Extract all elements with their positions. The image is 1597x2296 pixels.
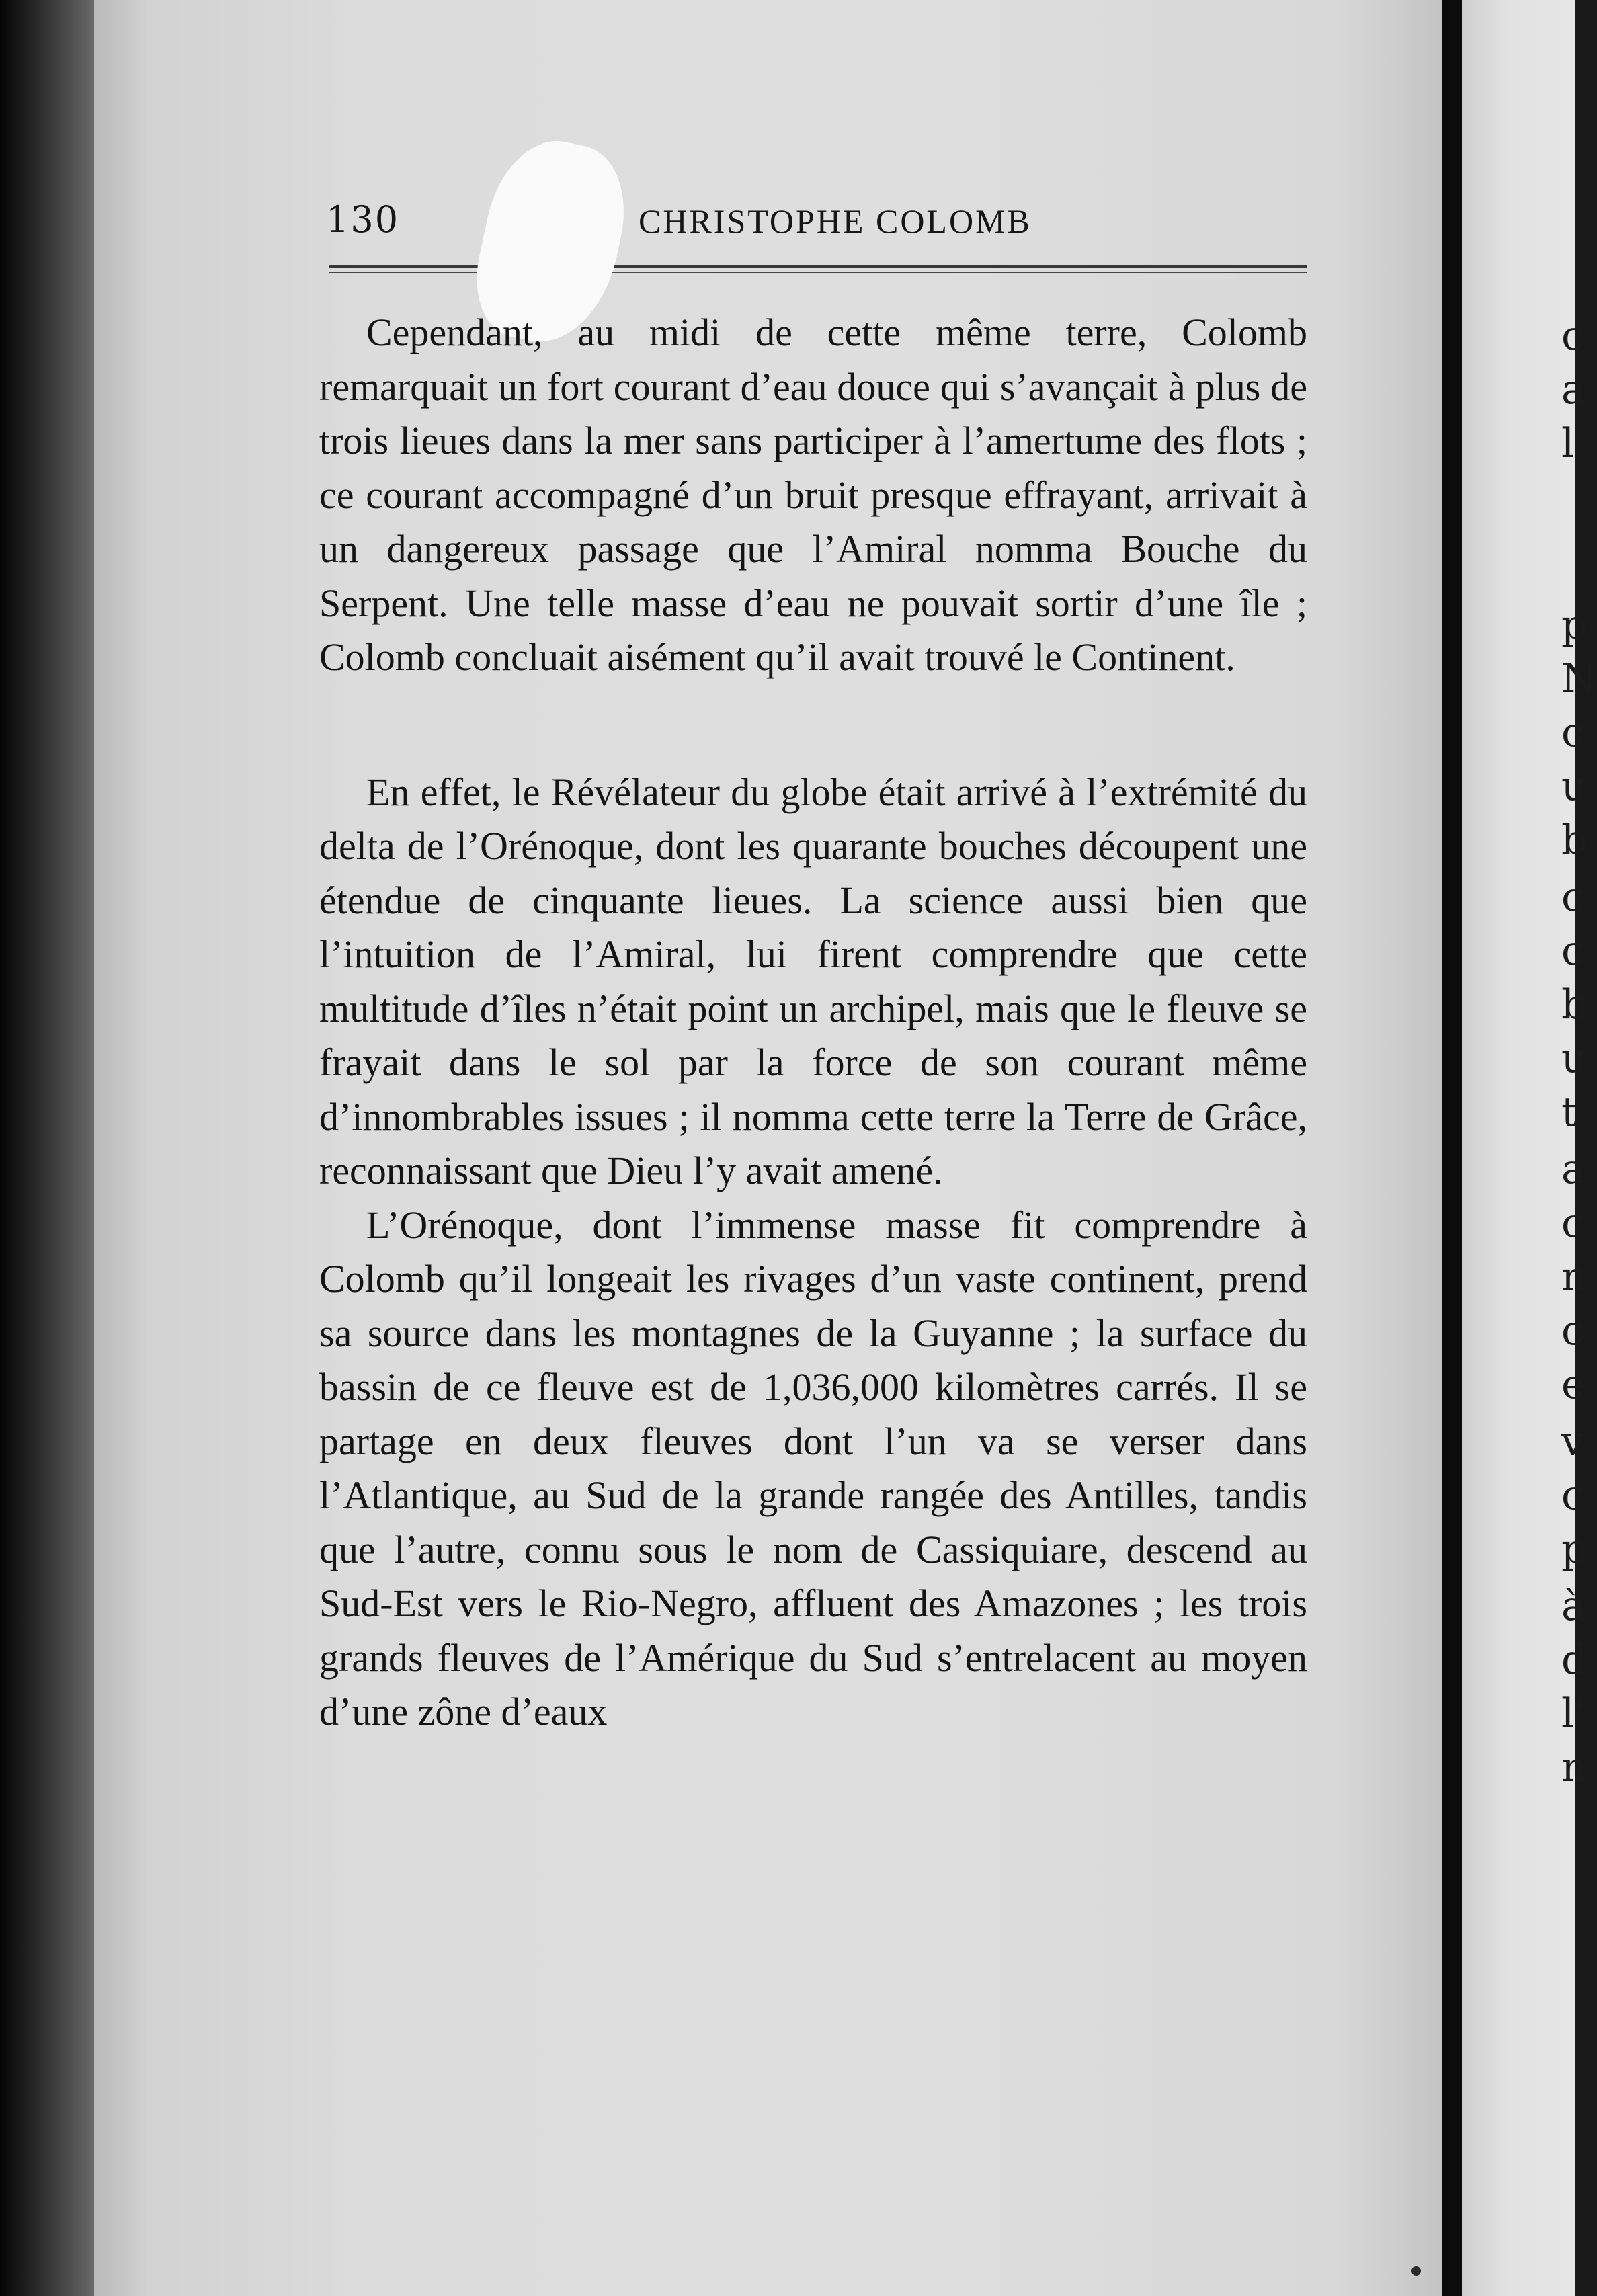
body-text bbox=[319, 306, 1307, 1739]
book-gutter bbox=[1442, 0, 1462, 2296]
facing-page-letter: l bbox=[1561, 420, 1575, 467]
running-head bbox=[326, 195, 1311, 255]
facing-page-letter: a bbox=[1561, 366, 1586, 413]
facing-page-letter: u bbox=[1561, 763, 1588, 810]
running-head-title: CHRISTOPHE COLOMB bbox=[639, 202, 1032, 240]
facing-page-letter: c bbox=[1561, 928, 1584, 975]
header-rule bbox=[329, 265, 1307, 273]
facing-page-letter: b bbox=[1561, 981, 1588, 1028]
facing-page-letter: c bbox=[1561, 1472, 1584, 1519]
facing-page-letter: p bbox=[1561, 602, 1588, 649]
facing-page-letter: u bbox=[1561, 1035, 1588, 1082]
facing-page-letter: v bbox=[1561, 1418, 1584, 1465]
facing-page-letter: N bbox=[1561, 655, 1597, 702]
facing-page-letter: n bbox=[1561, 1744, 1588, 1791]
paragraph: Cependant, au midi de cette même terre, Colomb remarquait un fort courant d’eau douce qui s’avançait à plus de trois lieues dans la mer sans participer à l’amertume des flots ; ce courant accompagné d’un bruit presque effrayant, arrivait à un dangereux passage que l’Amiral nomma Bouche du Serpent. Une telle masse d’eau ne pouvait sortir d’une île ; Colomb concluait aisément qu’il avait trouvé le Continent. bbox=[319, 311, 1307, 679]
paragraph-gap bbox=[319, 685, 1307, 766]
facing-page-letter: b bbox=[1561, 817, 1588, 864]
facing-page-letter: l' bbox=[1561, 1690, 1586, 1737]
page-number: 130 bbox=[326, 198, 400, 241]
facing-page-letter: c bbox=[1561, 313, 1584, 360]
facing-page-letter: c bbox=[1561, 874, 1584, 921]
facing-page-letter: c bbox=[1561, 709, 1584, 756]
facing-page-letter: c bbox=[1561, 1307, 1584, 1354]
facing-page-letter: a bbox=[1561, 1146, 1586, 1193]
facing-page-letter: à bbox=[1561, 1583, 1586, 1630]
facing-page-letter: e bbox=[1561, 1361, 1586, 1408]
paragraph: En effet, le Révélateur du globe était arrivé à l’extrémité du delta de l’Orénoque, dont les quarante bouches découpent une étendue de cinquante lieues. La science aussi bien que l’intuition de l’Amiral, lui firent comprendre que cette multitude d’îles n’était point un archipel, mais que le fleuve se frayait dans le sol par la force de son courant même d’innombrables issues ; il nomma cette terre la Terre de Grâce, reconnaissant que Dieu l’y avait amené. bbox=[319, 770, 1307, 1192]
scan-speck bbox=[1411, 2266, 1421, 2276]
facing-page-letter: c bbox=[1561, 1200, 1584, 1247]
facing-page-letter: n bbox=[1561, 1254, 1588, 1301]
facing-page-letter: t bbox=[1561, 1089, 1578, 1136]
paragraph: L’Orénoque, dont l’immense masse fit comprendre à Colomb qu’il longeait les rivages d’un vaste continent, prend sa source dans les montagnes de la Guyanne ; la surface du bassin de ce fleuve est de 1,036,000 kilomètres carrés. Il se partage en deux fleuves dont l’un va se verser dans l’Atlantique, au Sud de la grande rangée des Antilles, tandis que l’autre, connu sous le nom de Cassiquiare, descend au Sud-Est vers le Rio-Negro, affluent des Amazones ; les trois grands fleuves de l’Amérique du Sud s’entrelacent au moyen d’une zône d’eaux bbox=[319, 1202, 1307, 1733]
book-left-edge bbox=[0, 0, 94, 2296]
facing-page-letter: p bbox=[1561, 1526, 1588, 1573]
facing-page-edge bbox=[1462, 0, 1597, 2296]
facing-page-letter: d bbox=[1561, 1637, 1588, 1684]
